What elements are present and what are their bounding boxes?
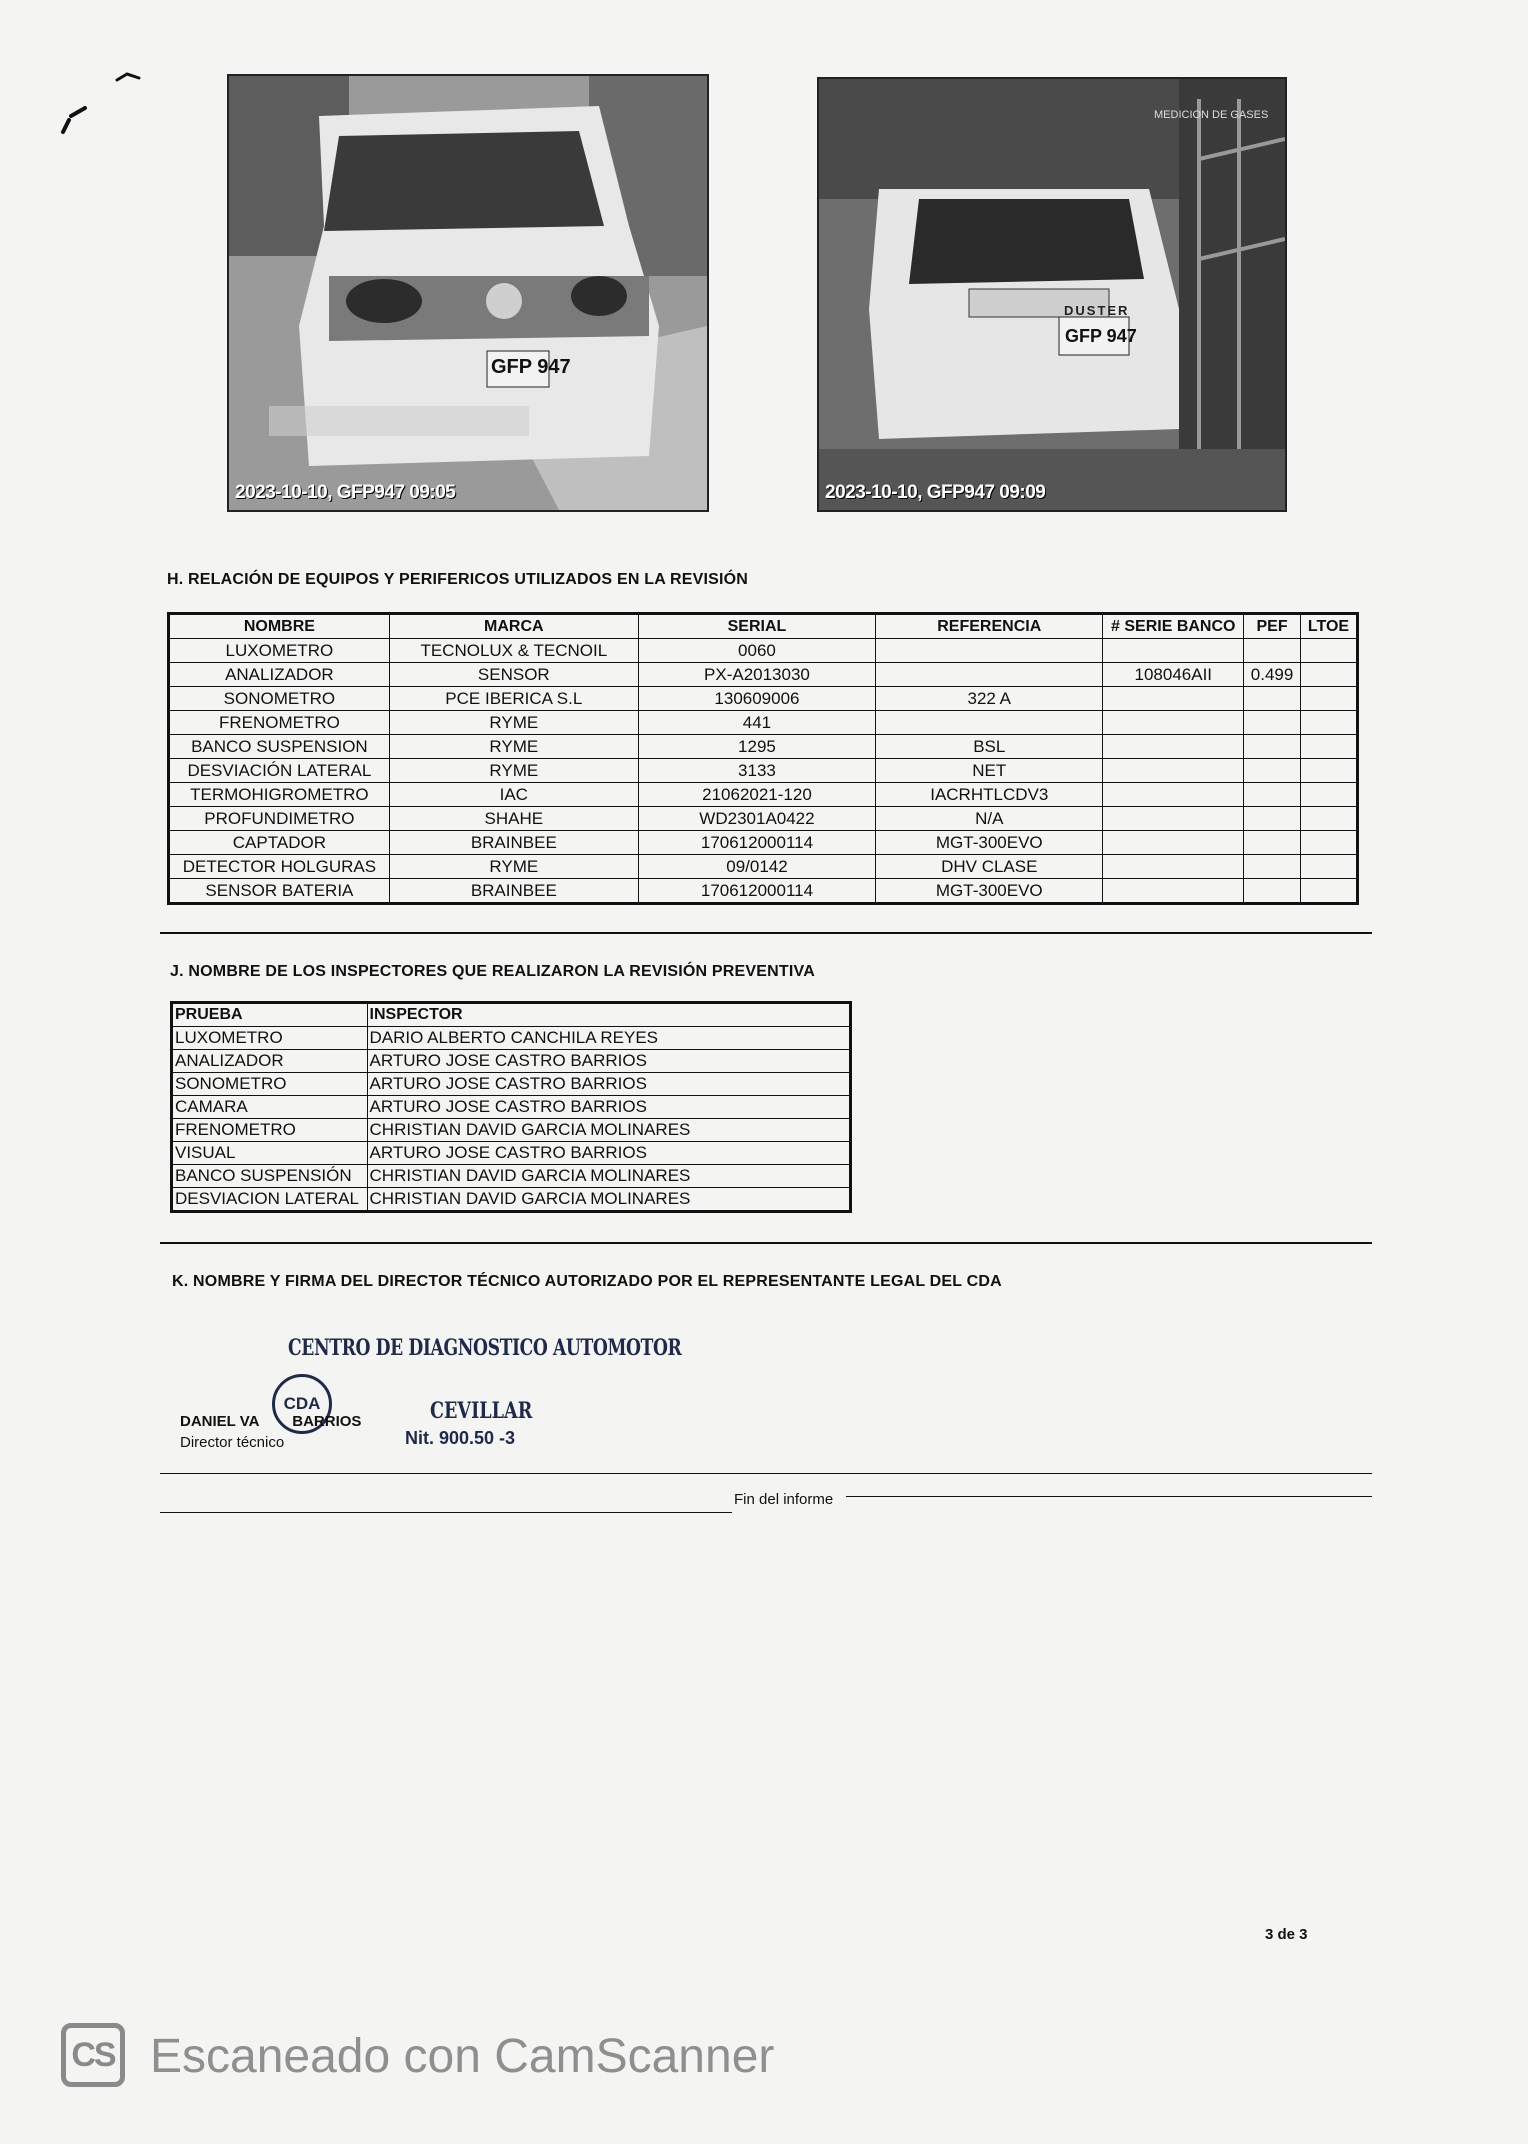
table-cell: FRENOMETRO — [169, 711, 390, 735]
table-cell: FRENOMETRO — [172, 1119, 368, 1142]
table-cell: PCE IBERICA S.L — [389, 687, 638, 711]
table-cell: 21062021-120 — [638, 783, 875, 807]
table-cell: PX-A2013030 — [638, 663, 875, 687]
table-cell — [1103, 687, 1244, 711]
table-header-row — [169, 614, 1358, 639]
table-row — [169, 735, 1358, 759]
col-header: # SERIE BANCO — [1103, 614, 1244, 639]
end-line-right — [846, 1496, 1372, 1497]
table-cell — [1301, 735, 1358, 759]
table-row — [172, 1027, 851, 1050]
table-cell: 441 — [638, 711, 875, 735]
inspectors-table — [170, 1001, 852, 1213]
pen-mark — [55, 62, 145, 142]
table-cell: DETECTOR HOLGURAS — [169, 855, 390, 879]
table-cell: 1295 — [638, 735, 875, 759]
table-cell — [1244, 783, 1301, 807]
table-cell: IAC — [389, 783, 638, 807]
table-cell: 130609006 — [638, 687, 875, 711]
table-cell — [1244, 831, 1301, 855]
vehicle-front-photo — [227, 74, 709, 512]
table-row — [169, 663, 1358, 687]
table-row — [169, 831, 1358, 855]
director-name: DANIEL VA BARRIOS — [180, 1413, 362, 1430]
col-header: NOMBRE — [169, 614, 390, 639]
table-cell: VISUAL — [172, 1142, 368, 1165]
table-cell — [1244, 687, 1301, 711]
car-front-illustration — [229, 76, 707, 510]
section-j-title: J. NOMBRE DE LOS INSPECTORES QUE REALIZARON LA REVISIÓN PREVENTIVA — [170, 963, 815, 980]
table-cell — [1244, 879, 1301, 904]
table-cell: NET — [876, 759, 1103, 783]
table-row — [169, 855, 1358, 879]
table-cell — [1301, 759, 1358, 783]
sign-label: MEDICION DE GASES — [1154, 109, 1269, 121]
table-cell: SENSOR BATERIA — [169, 879, 390, 904]
signature-line — [160, 1473, 1372, 1474]
table-cell: N/A — [876, 807, 1103, 831]
table-cell: ARTURO JOSE CASTRO BARRIOS — [367, 1073, 850, 1096]
table-cell — [1301, 879, 1358, 904]
stamp-line-2: CEVILLAR — [430, 1398, 533, 1424]
table-cell — [1301, 783, 1358, 807]
table-cell — [1103, 831, 1244, 855]
table-cell: BRAINBEE — [389, 831, 638, 855]
table-row — [172, 1165, 851, 1188]
table-cell: MGT-300EVO — [876, 831, 1103, 855]
table-cell: RYME — [389, 759, 638, 783]
col-header: PEF — [1244, 614, 1301, 639]
table-row — [169, 879, 1358, 904]
table-cell — [1301, 855, 1358, 879]
table-cell — [1103, 639, 1244, 663]
table-cell: LUXOMETRO — [172, 1027, 368, 1050]
stamp-line-1: CENTRO DE DIAGNOSTICO AUTOMOTOR — [288, 1335, 682, 1361]
table-row — [169, 687, 1358, 711]
table-row — [172, 1142, 851, 1165]
table-cell: PROFUNDIMETRO — [169, 807, 390, 831]
badge-label: DUSTER — [1064, 303, 1130, 318]
table-cell — [1244, 639, 1301, 663]
table-row — [169, 807, 1358, 831]
plate-label: GFP 947 — [1065, 326, 1137, 346]
table-cell: 0060 — [638, 639, 875, 663]
table-row — [172, 1119, 851, 1142]
table-row — [172, 1073, 851, 1096]
table-row — [172, 1188, 851, 1212]
table-cell — [1244, 807, 1301, 831]
photo-timestamp: 2023-10-10, GFP947 09:05 — [235, 482, 456, 503]
table-cell: RYME — [389, 855, 638, 879]
section-divider — [160, 1242, 1372, 1244]
table-cell: BRAINBEE — [389, 879, 638, 904]
table-cell — [876, 663, 1103, 687]
vehicle-rear-photo — [817, 77, 1287, 512]
table-cell: 170612000114 — [638, 831, 875, 855]
table-cell: 3133 — [638, 759, 875, 783]
end-of-report-text: Fin del informe — [734, 1491, 834, 1508]
table-cell: 322 A — [876, 687, 1103, 711]
table-cell — [1103, 711, 1244, 735]
equipment-table — [167, 612, 1359, 905]
table-cell: TECNOLUX & TECNOIL — [389, 639, 638, 663]
table-cell — [1301, 663, 1358, 687]
table-cell — [1301, 639, 1358, 663]
director-role: Director técnico — [180, 1434, 285, 1451]
table-cell: ARTURO JOSE CASTRO BARRIOS — [367, 1096, 850, 1119]
table-cell — [1301, 687, 1358, 711]
stamp-nit: Nit. 900.50 -3 — [405, 1428, 516, 1448]
table-cell: CAPTADOR — [169, 831, 390, 855]
table-cell: WD2301A0422 — [638, 807, 875, 831]
col-header: LTOE — [1301, 614, 1358, 639]
table-cell — [1244, 855, 1301, 879]
table-cell: BSL — [876, 735, 1103, 759]
col-header: INSPECTOR — [367, 1003, 850, 1027]
table-cell — [1244, 759, 1301, 783]
table-cell: CHRISTIAN DAVID GARCIA MOLINARES — [367, 1119, 850, 1142]
table-cell — [1301, 807, 1358, 831]
table-cell — [1301, 831, 1358, 855]
end-line-left — [160, 1512, 732, 1513]
col-header: REFERENCIA — [876, 614, 1103, 639]
table-cell: LUXOMETRO — [169, 639, 390, 663]
col-header: MARCA — [389, 614, 638, 639]
stamp-badge-text: CDA — [283, 1394, 321, 1413]
table-cell — [1103, 807, 1244, 831]
table-cell — [1103, 855, 1244, 879]
table-cell — [1301, 711, 1358, 735]
table-cell: CHRISTIAN DAVID GARCIA MOLINARES — [367, 1188, 850, 1212]
table-cell: CAMARA — [172, 1096, 368, 1119]
table-cell: DHV CLASE — [876, 855, 1103, 879]
table-cell — [1103, 759, 1244, 783]
table-header-row — [172, 1003, 851, 1027]
table-cell — [1244, 711, 1301, 735]
table-cell: TERMOHIGROMETRO — [169, 783, 390, 807]
section-h-title: H. RELACIÓN DE EQUIPOS Y PERIFERICOS UTILIZADOS EN LA REVISIÓN — [167, 571, 749, 588]
table-row — [172, 1096, 851, 1119]
page-number: 3 de 3 — [1265, 1926, 1308, 1943]
table-cell: BANCO SUSPENSIÓN — [172, 1165, 368, 1188]
photo-timestamp: 2023-10-10, GFP947 09:09 — [825, 482, 1046, 503]
table-cell: SONOMETRO — [172, 1073, 368, 1096]
table-cell: BANCO SUSPENSION — [169, 735, 390, 759]
table-cell: DARIO ALBERTO CANCHILA REYES — [367, 1027, 850, 1050]
table-row — [169, 783, 1358, 807]
camscanner-logo-icon — [61, 2023, 125, 2087]
table-cell: ANALIZADOR — [172, 1050, 368, 1073]
table-cell — [1244, 735, 1301, 759]
table-cell — [876, 711, 1103, 735]
table-cell: ANALIZADOR — [169, 663, 390, 687]
table-cell: IACRHTLCDV3 — [876, 783, 1103, 807]
table-cell: SONOMETRO — [169, 687, 390, 711]
table-cell: ARTURO JOSE CASTRO BARRIOS — [367, 1142, 850, 1165]
table-cell: ARTURO JOSE CASTRO BARRIOS — [367, 1050, 850, 1073]
camscanner-watermark: Escaneado con CamScanner — [150, 2030, 775, 2083]
table-cell: 09/0142 — [638, 855, 875, 879]
table-row — [169, 759, 1358, 783]
table-row — [172, 1050, 851, 1073]
table-cell: CHRISTIAN DAVID GARCIA MOLINARES — [367, 1165, 850, 1188]
table-cell: 108046AII — [1103, 663, 1244, 687]
plate-label: GFP 947 — [491, 356, 571, 378]
table-cell: RYME — [389, 735, 638, 759]
section-k-title: K. NOMBRE Y FIRMA DEL DIRECTOR TÉCNICO AUTORIZADO POR EL REPRESENTANTE LEGAL DEL CDA — [172, 1273, 1002, 1290]
col-header: SERIAL — [638, 614, 875, 639]
table-cell: MGT-300EVO — [876, 879, 1103, 904]
table-cell: 0.499 — [1244, 663, 1301, 687]
table-cell: DESVIACIÓN LATERAL — [169, 759, 390, 783]
table-cell — [1103, 783, 1244, 807]
table-cell — [1103, 879, 1244, 904]
table-cell: DESVIACION LATERAL — [172, 1188, 368, 1212]
section-divider — [160, 932, 1372, 934]
table-cell: RYME — [389, 711, 638, 735]
table-cell: SHAHE — [389, 807, 638, 831]
table-cell — [1103, 735, 1244, 759]
logo-text: CS — [71, 2035, 115, 2074]
table-row — [169, 639, 1358, 663]
table-cell: 170612000114 — [638, 879, 875, 904]
car-rear-illustration — [819, 79, 1285, 510]
table-cell — [876, 639, 1103, 663]
table-cell: SENSOR — [389, 663, 638, 687]
col-header: PRUEBA — [172, 1003, 368, 1027]
table-row — [169, 711, 1358, 735]
